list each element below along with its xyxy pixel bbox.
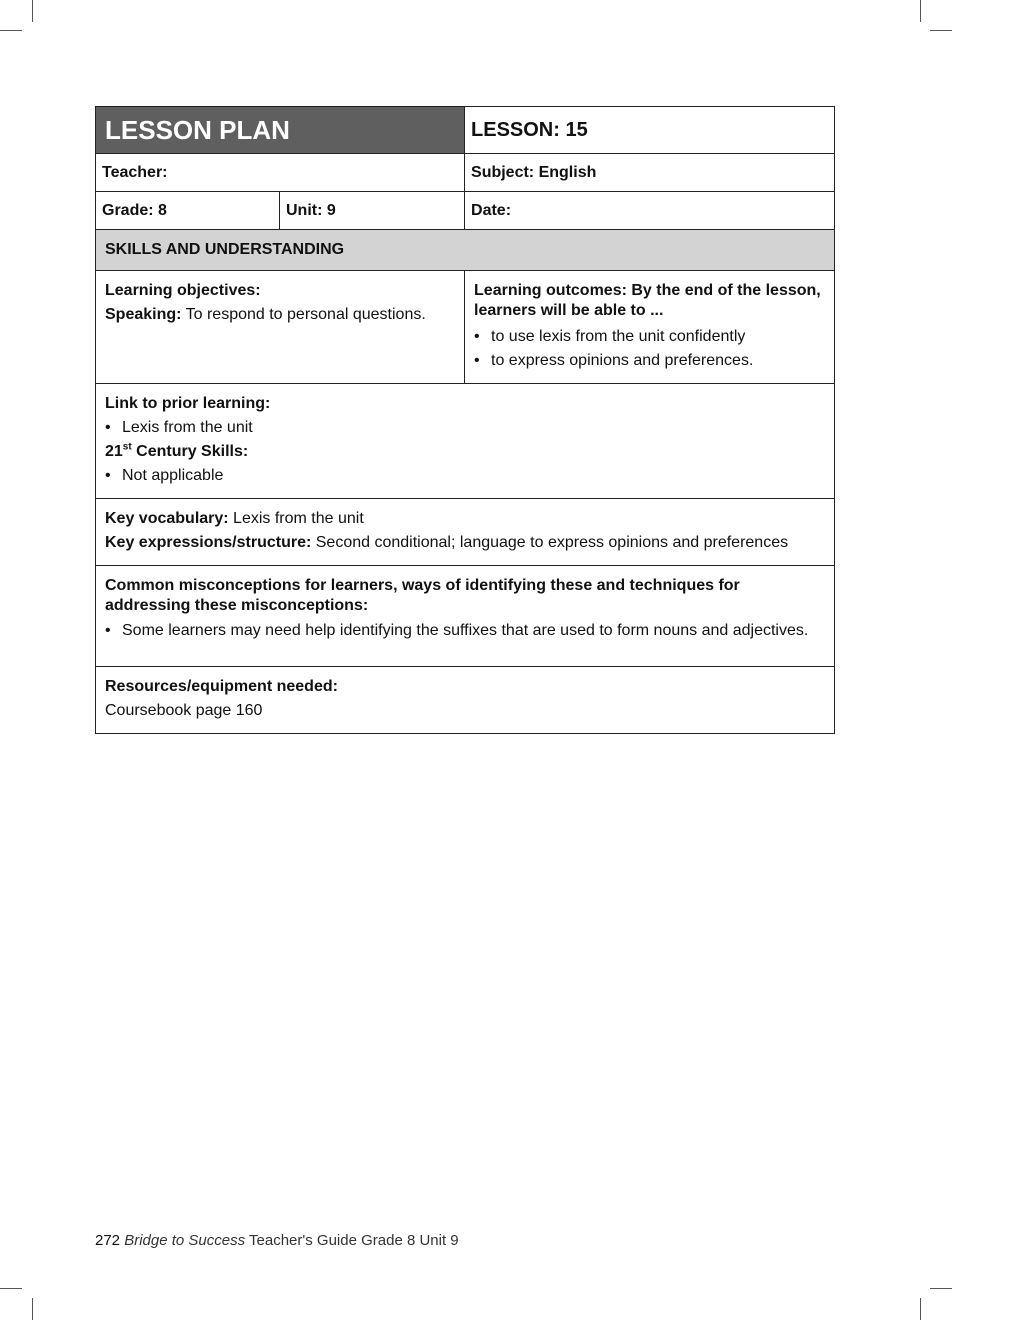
resources-cell [96,667,835,734]
prior-label: Link to prior learning: [105,395,271,412]
learning-objectives-cell [96,271,465,384]
section-heading: SKILLS AND UNDERSTANDING [96,230,835,271]
key-vocabulary: Key vocabulary: Lexis from the unit [105,510,364,527]
list-item: • Not applicable [105,466,825,486]
key-expressions: Key expressions/structure: Second conditional; language to express opinions and preferences [105,534,789,551]
lesson-plan-title: LESSON PLAN [96,107,465,154]
list-item: • to use lexis from the unit confidently [474,327,825,347]
page-number: 272 [95,1232,121,1249]
crop-mark [0,30,22,31]
crop-mark [920,0,921,22]
unit-field: Unit: 9 [280,192,465,230]
crop-mark [930,1288,952,1289]
crop-mark [0,1288,22,1289]
speaking-text: To respond to personal questions. [181,306,426,323]
book-title: Bridge to Success [124,1232,246,1249]
speaking-label: Speaking: [105,306,182,323]
page-footer [95,1232,459,1249]
crop-mark [930,30,952,31]
subject-field: Subject: English [465,154,835,192]
learning-outcomes-cell [465,271,835,384]
list-item: • to express opinions and preferences. [474,351,825,371]
outcomes-label: Learning outcomes: By the end of the lesson, learners will be able to ... [474,282,821,319]
teacher-field: Teacher: [96,154,465,192]
crop-mark [32,0,33,22]
crop-mark [920,1298,921,1320]
resources-text: Coursebook page 160 [105,702,263,719]
resources-label: Resources/equipment needed: [105,678,338,695]
footer-text: Teacher's Guide Grade 8 Unit 9 [245,1232,459,1249]
crop-mark [32,1298,33,1320]
objectives-label: Learning objectives: [105,282,261,299]
objectives-speaking [105,305,455,325]
grade-field: Grade: 8 [96,192,280,230]
misconceptions-label: Common misconceptions for learners, ways of identifying these and techniques for addressing these misconceptions: [105,577,740,614]
vocabulary-cell [96,499,835,566]
date-field: Date: [465,192,835,230]
prior-learning-cell [96,384,835,499]
lesson-plan-table [95,106,835,734]
list-item: • Lexis from the unit [105,418,825,438]
misconceptions-cell [96,566,835,667]
skills-heading: 21st Century Skills: [105,441,249,460]
lesson-number: LESSON: 15 [465,107,835,154]
list-item: • Some learners may need help identifying the suffixes that are used to form nouns and adjectives. [105,621,825,641]
